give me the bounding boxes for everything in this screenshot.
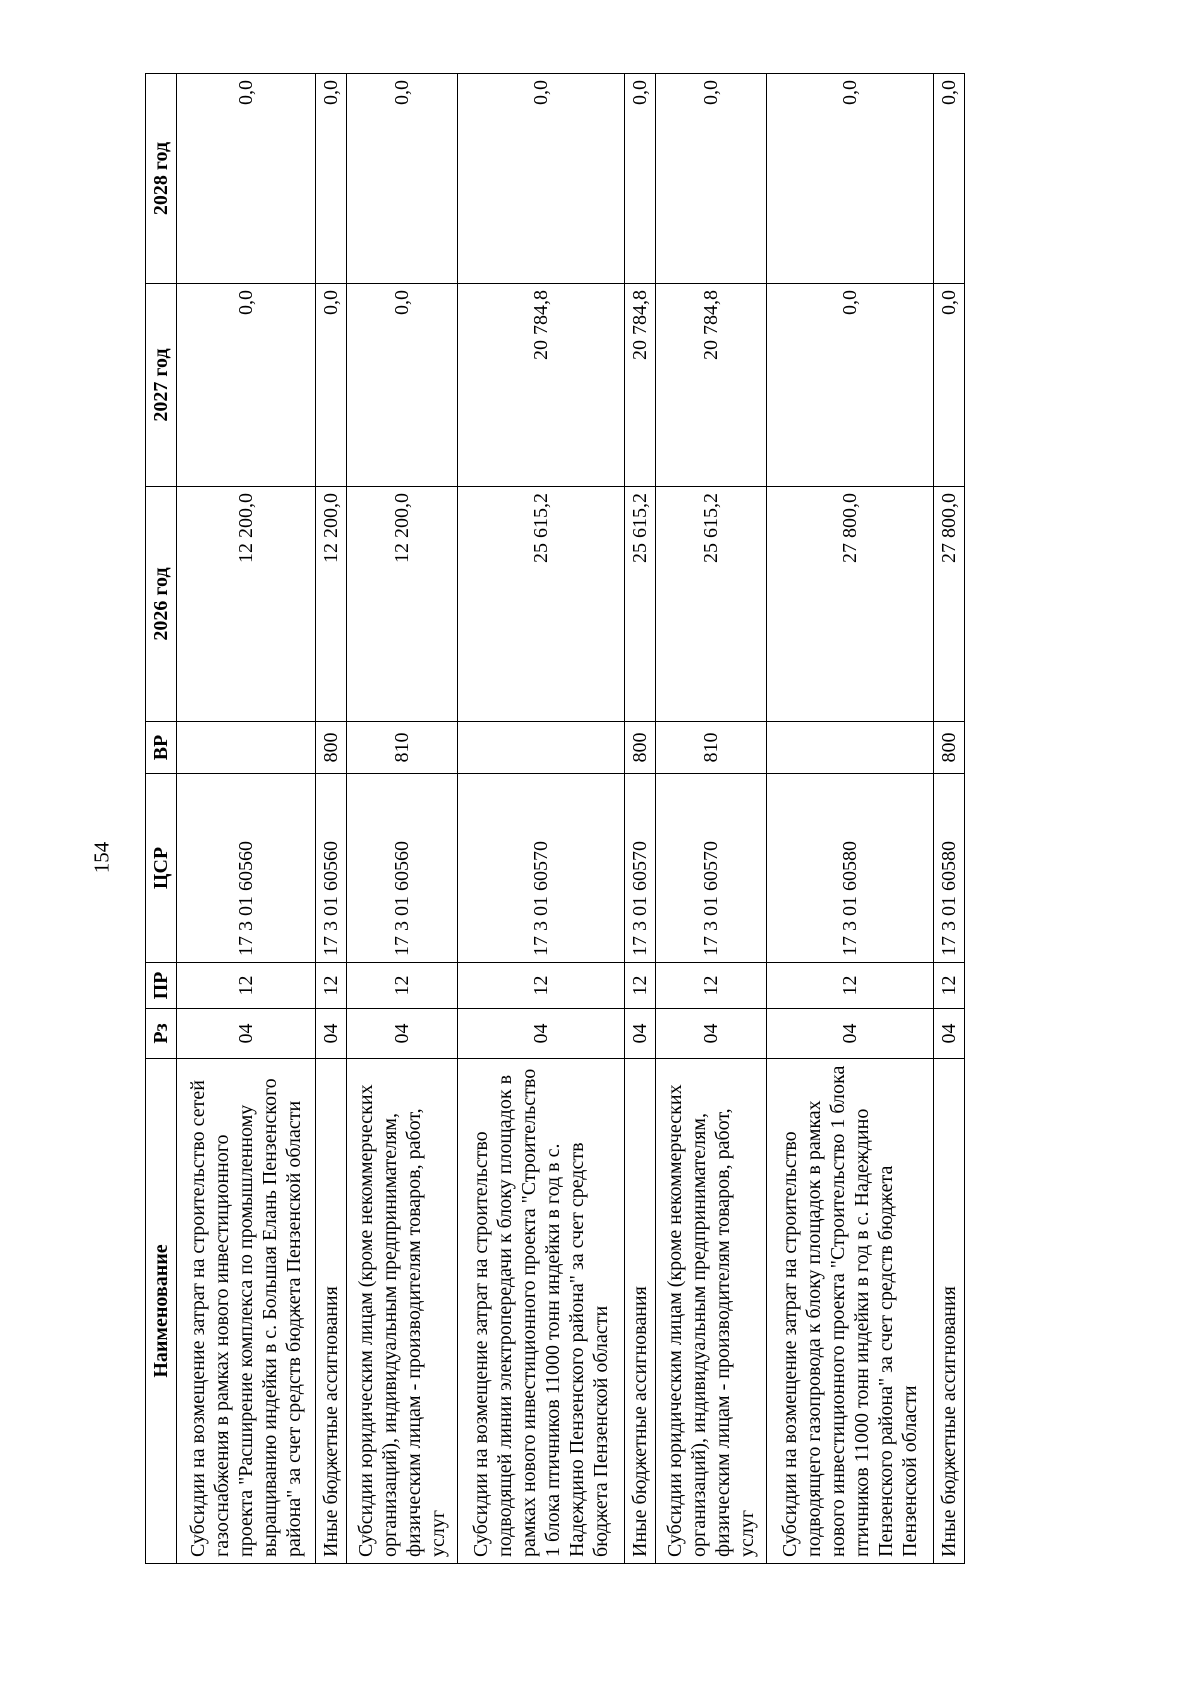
cell-2027: 0,0 bbox=[346, 284, 457, 487]
cell-name: Субсидии на возмещение затрат на строительство подводящего газопровода к блоку площадок в рамках нового инвестиционного проекта "Строительство 1 блока птичников 11000 тонн индейки в год в с. Надеждино Пензенского района" за счет средств бюджета Пензенской области bbox=[767, 1059, 934, 1564]
table-row bbox=[767, 74, 934, 1564]
cell-2027: 20 784,8 bbox=[458, 284, 625, 487]
page-number: 154 bbox=[89, 841, 114, 874]
cell-csr: 17 3 01 60570 bbox=[625, 774, 656, 963]
cell-name: Субсидии на возмещение затрат на строительство подводящей линии электропередачи к блоку площадок в рамках нового инвестиционного проекта "Строительство 1 блока птичников 11000 тонн индейки в год в с. Надеждино Пензенского района" за счет средств бюджета Пензенской области bbox=[458, 1059, 625, 1564]
cell-2028: 0,0 bbox=[346, 74, 457, 284]
cell-pr: 12 bbox=[458, 963, 625, 1009]
cell-name: Иные бюджетные ассигнования bbox=[934, 1059, 965, 1564]
cell-pr: 12 bbox=[767, 963, 934, 1009]
column-header-rz: Рз bbox=[146, 1009, 177, 1059]
cell-vr bbox=[767, 722, 934, 774]
cell-rz: 04 bbox=[458, 1009, 625, 1059]
cell-pr: 12 bbox=[934, 963, 965, 1009]
cell-2026: 27 800,0 bbox=[934, 487, 965, 722]
table-row bbox=[316, 74, 347, 1564]
cell-2027: 20 784,8 bbox=[625, 284, 656, 487]
cell-csr: 17 3 01 60560 bbox=[177, 774, 316, 963]
cell-csr: 17 3 01 60560 bbox=[316, 774, 347, 963]
cell-2026: 12 200,0 bbox=[316, 487, 347, 722]
cell-vr: 810 bbox=[655, 722, 766, 774]
cell-2027: 0,0 bbox=[316, 284, 347, 487]
table-row bbox=[177, 74, 316, 1564]
cell-pr: 12 bbox=[316, 963, 347, 1009]
cell-2026: 25 615,2 bbox=[625, 487, 656, 722]
cell-2026: 25 615,2 bbox=[458, 487, 625, 722]
cell-name: Иные бюджетные ассигнования bbox=[625, 1059, 656, 1564]
cell-vr: 810 bbox=[346, 722, 457, 774]
cell-2028: 0,0 bbox=[625, 74, 656, 284]
table-row bbox=[625, 74, 656, 1564]
cell-rz: 04 bbox=[316, 1009, 347, 1059]
cell-name: Субсидии юридическим лицам (кроме некоммерческих организаций), индивидуальным предпринимателям, физическим лицам - производителям товаров, работ, услуг bbox=[346, 1059, 457, 1564]
cell-rz: 04 bbox=[346, 1009, 457, 1059]
column-header-csr: ЦСР bbox=[146, 774, 177, 963]
cell-rz: 04 bbox=[625, 1009, 656, 1059]
column-header-name: Наименование bbox=[146, 1059, 177, 1564]
cell-csr: 17 3 01 60580 bbox=[767, 774, 934, 963]
cell-2028: 0,0 bbox=[655, 74, 766, 284]
cell-rz: 04 bbox=[177, 1009, 316, 1059]
cell-2026: 12 200,0 bbox=[177, 487, 316, 722]
cell-csr: 17 3 01 60570 bbox=[458, 774, 625, 963]
cell-name: Иные бюджетные ассигнования bbox=[316, 1059, 347, 1564]
cell-2027: 0,0 bbox=[934, 284, 965, 487]
cell-vr bbox=[458, 722, 625, 774]
column-header-2026: 2026 год bbox=[146, 487, 177, 722]
cell-2027: 0,0 bbox=[177, 284, 316, 487]
cell-pr: 12 bbox=[177, 963, 316, 1009]
cell-csr: 17 3 01 60560 bbox=[346, 774, 457, 963]
cell-pr: 12 bbox=[625, 963, 656, 1009]
column-header-pr: ПР bbox=[146, 963, 177, 1009]
budget-table bbox=[145, 73, 965, 1564]
cell-2028: 0,0 bbox=[316, 74, 347, 284]
column-header-vr: ВР bbox=[146, 722, 177, 774]
cell-vr: 800 bbox=[625, 722, 656, 774]
cell-2027: 20 784,8 bbox=[655, 284, 766, 487]
cell-rz: 04 bbox=[934, 1009, 965, 1059]
cell-2028: 0,0 bbox=[767, 74, 934, 284]
cell-rz: 04 bbox=[767, 1009, 934, 1059]
cell-2026: 12 200,0 bbox=[346, 487, 457, 722]
table-row bbox=[934, 74, 965, 1564]
table-row bbox=[458, 74, 625, 1564]
cell-vr: 800 bbox=[934, 722, 965, 774]
cell-2028: 0,0 bbox=[934, 74, 965, 284]
table-row bbox=[655, 74, 766, 1564]
rotated-table-wrapper bbox=[145, 74, 965, 1564]
cell-csr: 17 3 01 60570 bbox=[655, 774, 766, 963]
cell-2028: 0,0 bbox=[177, 74, 316, 284]
cell-rz: 04 bbox=[655, 1009, 766, 1059]
cell-csr: 17 3 01 60580 bbox=[934, 774, 965, 963]
cell-name: Субсидии на возмещение затрат на строительство сетей газоснабжения в рамках нового инвестиционного проекта "Расширение комплекса по промышленному выращиванию индейки в с. Большая Елань Пензенского района" за счет средств бюджета Пензенской области bbox=[177, 1059, 316, 1564]
table-header-row bbox=[146, 74, 177, 1564]
cell-2028: 0,0 bbox=[458, 74, 625, 284]
cell-vr: 800 bbox=[316, 722, 347, 774]
table-row bbox=[346, 74, 457, 1564]
cell-pr: 12 bbox=[346, 963, 457, 1009]
column-header-2027: 2027 год bbox=[146, 284, 177, 487]
cell-name: Субсидии юридическим лицам (кроме некоммерческих организаций), индивидуальным предпринимателям, физическим лицам - производителям товаров, работ, услуг bbox=[655, 1059, 766, 1564]
cell-2027: 0,0 bbox=[767, 284, 934, 487]
cell-pr: 12 bbox=[655, 963, 766, 1009]
cell-2026: 25 615,2 bbox=[655, 487, 766, 722]
cell-2026: 27 800,0 bbox=[767, 487, 934, 722]
column-header-2028: 2028 год bbox=[146, 74, 177, 284]
cell-vr bbox=[177, 722, 316, 774]
